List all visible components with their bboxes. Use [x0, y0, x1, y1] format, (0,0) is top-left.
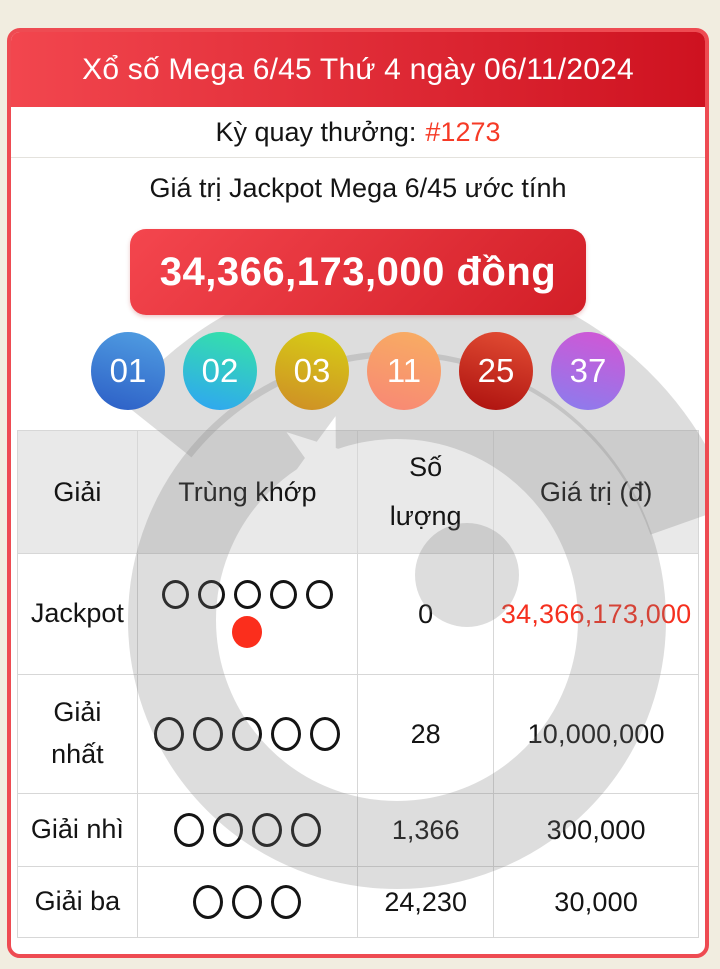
lottery-ball — [91, 332, 165, 410]
draw-period-row — [11, 107, 705, 158]
match-circle — [193, 885, 223, 919]
lottery-result-card — [7, 28, 709, 958]
table-row-jackpot — [17, 554, 699, 675]
header-value: Giá trị (đ) — [494, 431, 699, 553]
match-pattern — [138, 794, 358, 866]
match-circle — [174, 813, 204, 847]
match-circle — [162, 580, 189, 609]
match-pattern — [138, 867, 358, 937]
prize-value: 30,000 — [494, 867, 699, 937]
winner-count: 28 — [358, 675, 494, 793]
winning-numbers-row — [11, 328, 705, 430]
table-row-third-prize — [17, 867, 699, 938]
ball-number: 02 — [201, 352, 239, 389]
ball-number: 25 — [477, 352, 515, 389]
lottery-ball — [459, 332, 533, 410]
match-circle — [271, 717, 301, 751]
lottery-ball — [275, 332, 349, 410]
match-circle — [291, 813, 321, 847]
match-circles — [193, 885, 301, 919]
ball-number: 11 — [386, 352, 422, 389]
table-row-second-prize — [17, 794, 699, 867]
match-circle — [271, 885, 301, 919]
match-circle — [198, 580, 225, 609]
prize-value: 300,000 — [494, 794, 699, 866]
match-pattern — [138, 554, 358, 674]
lottery-ball — [183, 332, 257, 410]
jackpot-amount-box — [130, 229, 586, 315]
match-circle — [193, 717, 223, 751]
prize-name: Giải nhất — [17, 675, 138, 793]
prize-name: Giải nhì — [17, 794, 138, 866]
winner-count: 1,366 — [358, 794, 494, 866]
winner-count: 0 — [358, 554, 494, 674]
ball-number: 03 — [293, 352, 331, 389]
jackpot-section — [11, 158, 705, 328]
bonus-ball-dot — [232, 616, 262, 648]
prize-name: Jackpot — [17, 554, 138, 674]
header-prize: Giải — [17, 431, 138, 553]
match-circle — [213, 813, 243, 847]
match-circle — [306, 580, 333, 609]
prize-value: 10,000,000 — [494, 675, 699, 793]
match-circles — [162, 580, 333, 609]
match-circle — [252, 813, 282, 847]
lottery-ball — [551, 332, 625, 410]
match-circle — [154, 717, 184, 751]
jackpot-amount: 34,366,173,000 đồng — [159, 249, 557, 294]
match-pattern — [138, 675, 358, 793]
match-circles — [154, 717, 340, 751]
table-row-first-prize — [17, 675, 699, 794]
prize-table — [17, 430, 699, 938]
ball-number: 01 — [109, 352, 147, 389]
lottery-ball — [367, 332, 441, 410]
match-circle — [234, 580, 261, 609]
page-title: Xổ số Mega 6/45 Thứ 4 ngày 06/11/2024 — [82, 52, 634, 86]
card-header — [11, 32, 705, 107]
winner-count: 24,230 — [358, 867, 494, 937]
match-circle — [232, 717, 262, 751]
match-circle — [310, 717, 340, 751]
prize-value: 34,366,173,000 — [494, 554, 699, 674]
match-circle — [270, 580, 297, 609]
match-circles — [174, 813, 321, 847]
jackpot-caption: Giá trị Jackpot Mega 6/45 ước tính — [149, 173, 567, 203]
draw-period-label: Kỳ quay thưởng: — [215, 116, 417, 147]
header-count: Số lượng — [358, 431, 494, 553]
draw-period-number: #1273 — [425, 116, 501, 147]
match-circle — [232, 885, 262, 919]
prize-name: Giải ba — [17, 867, 138, 937]
ball-number: 37 — [569, 352, 607, 389]
header-match: Trùng khớp — [138, 431, 358, 553]
table-header-row — [17, 430, 699, 554]
